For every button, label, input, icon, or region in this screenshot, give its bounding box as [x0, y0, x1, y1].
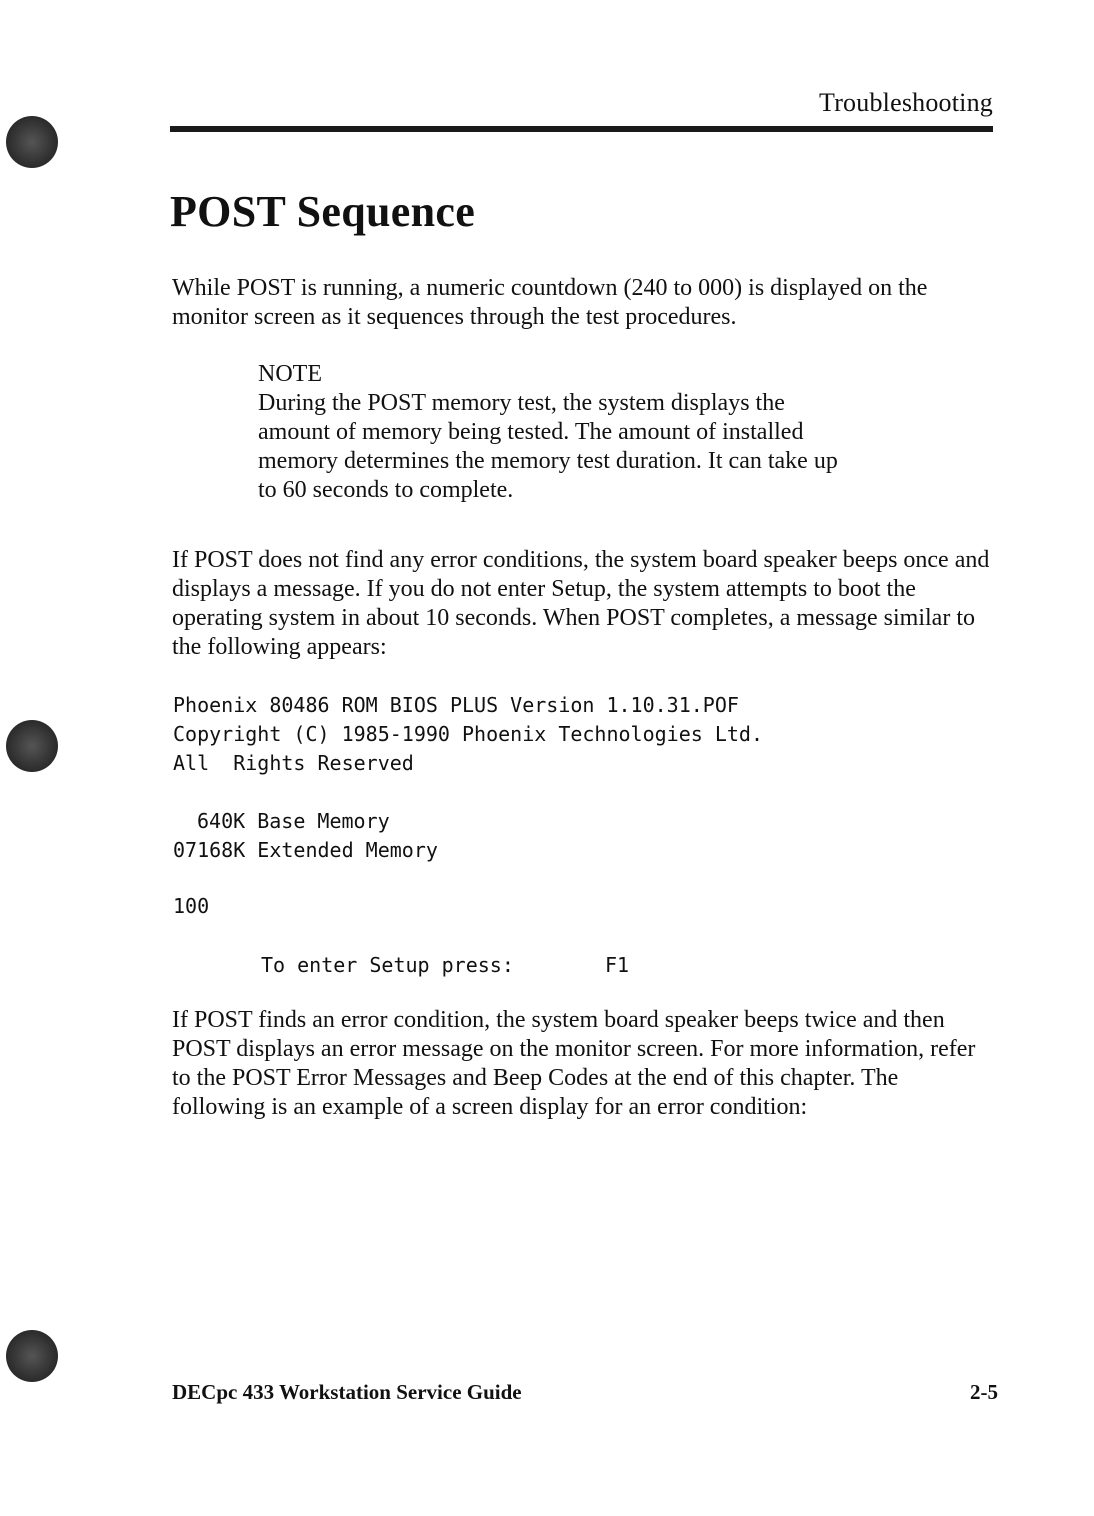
no-error-paragraph: If POST does not find any error conditions, the system board speaker beeps once and displays a message. If you do not enter Setup, the system attempts to boot the operating system in about 10 seconds. When POST completes, a message similar to the following appears:	[172, 547, 990, 660]
error-paragraph: If POST finds an error condition, the system board speaker beeps twice and then POST displays an error message on the monitor screen. For more information, refer to the POST Error Messages and Beep Codes at the end of this chapter. The following is an example of a screen display for an error condition:	[172, 1007, 976, 1120]
note-label: NOTE	[258, 361, 322, 387]
header-rule	[170, 126, 993, 132]
rights-line: All Rights Reserved	[173, 751, 414, 775]
footer-guide-title: DECpc 433 Workstation Service Guide	[172, 1380, 522, 1404]
setup-key: F1	[605, 953, 630, 977]
base-memory-line: 640K Base Memory	[197, 809, 390, 833]
binder-hole-top	[6, 116, 58, 168]
note-block	[258, 360, 858, 505]
bios-version-line: Phoenix 80486 ROM BIOS PLUS Version 1.10.31.POF	[173, 693, 739, 717]
footer-page-number: 2-5	[970, 1380, 998, 1404]
note-body: During the POST memory test, the system displays the amount of memory being tested. The amount of installed memory determines the memory test duration. It can take up to 60 seconds to complete.	[258, 390, 838, 503]
running-header: Troubleshooting	[819, 88, 993, 117]
countdown-value: 100	[173, 894, 210, 918]
page-title: POST Sequence	[170, 187, 476, 236]
extended-memory-line: 07168K Extended Memory	[173, 838, 438, 862]
binder-hole-middle	[6, 720, 58, 772]
setup-prompt: To enter Setup press:	[261, 953, 514, 977]
intro-paragraph: While POST is running, a numeric countdown (240 to 000) is displayed on the monitor screen as it sequences through the test procedures.	[172, 275, 928, 330]
copyright-line: Copyright (C) 1985-1990 Phoenix Technologies Ltd.	[173, 722, 764, 746]
binder-hole-bottom	[6, 1330, 58, 1382]
